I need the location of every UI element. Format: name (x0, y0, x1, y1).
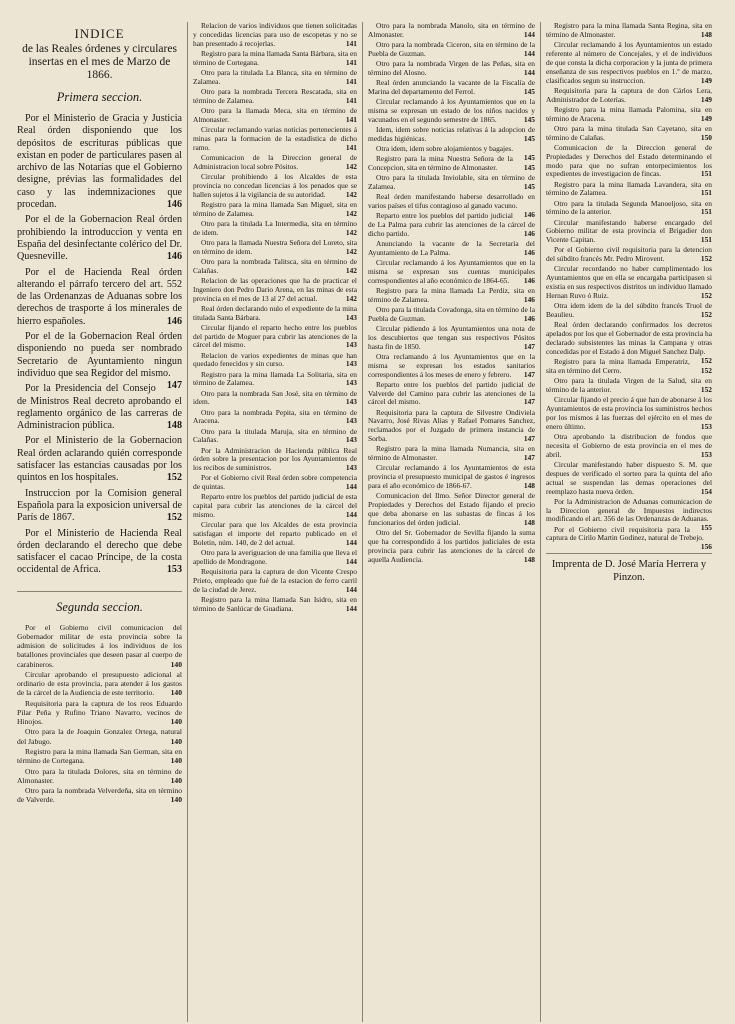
entry-page-number: 143 (345, 340, 357, 350)
entry-text: Otro para la nombrada Ciceron, sita en término de la Puebla de Guzman. (368, 40, 535, 58)
entry-page-number: 145 (523, 181, 535, 191)
entry-page-number: 141 (345, 95, 357, 105)
entry-text: Real órden anunciando la vacante de la Fiscalía de Marina del departamento del Ferrol. (368, 78, 535, 96)
index-subtitle: de las Reales órdenes y circulares insertas en el mes de Marzo de 1866. (22, 43, 177, 81)
index-entry (546, 355, 712, 376)
index-entry (17, 435, 182, 484)
entry-page-number: 146 (523, 294, 535, 304)
entry-page-number: 141 (345, 142, 357, 152)
entry-text: Comunicacion del Ilmo. Señor Director general de Propiedades y Derechos del Estado fijando el precio que deba abonarse en las subastas de fincas á los funcionarios del órden judicial. (368, 491, 535, 527)
entry-page-number: 144 (345, 604, 357, 614)
entry-page-number: 150 (700, 132, 712, 142)
index-entry (368, 325, 535, 352)
entry-text: Por la Administracion de Hacienda pública Real órden sobre la presentacion por los Ayuntamientos de los recibos de suministros. (193, 445, 357, 473)
entry-page-number: 146 (523, 247, 535, 257)
index-entry (546, 200, 712, 218)
entry-page-number: 148 (166, 420, 182, 432)
index-entry (546, 302, 712, 320)
entry-text: Otro para la titulada Dolores, sita en término de Almonaster. (17, 766, 182, 785)
entry-page-number: 151 (700, 188, 712, 198)
entry-page-number: 152 (700, 355, 712, 365)
index-entry (368, 209, 535, 239)
entry-page-number: 152 (700, 365, 712, 375)
index-entry (17, 747, 182, 765)
entry-page-number: 152 (166, 512, 182, 524)
entry-text: Instruccion por la Comision general Española para la exposicion universal de París de 1867. (17, 487, 182, 524)
index-entry (368, 22, 535, 40)
entry-text: Real órden declarando confirmados los decretos apelados por los que el Gobernador de esta provincia ha declarado subsistentes las minas la Campana y otras concedidas por el Estado á don Miguel Sanchez Dalp. (546, 320, 712, 356)
entry-page-number: 142 (345, 161, 357, 171)
entry-text: Relacion de las operaciones que ha de practicar el Ingeniero don Pedro Dario Arena, en las minas de esta provincia en el mes de 13 al 27 del actual. (193, 275, 357, 303)
entry-page-number: 142 (345, 208, 357, 218)
index-entry (17, 331, 182, 392)
entry-text: Requisitoria para la captura de don Vicente Crespo Prieto, empleado que fué de la estacion de ferro carril de la ciudad de Jerez. (193, 567, 357, 595)
index-entry (368, 41, 535, 59)
entry-text: Circular reclamando á los Ayuntamientos un estado referente al número de Concejales, y el de individuos de que consta la dicha corporacion y la junta de primera enseñanza de sus respectivos pueblos en 1.º de marzo, clasificados segun su instruccion. (546, 40, 712, 85)
entry-page-number: 144 (345, 538, 357, 548)
entry-page-number: 153 (166, 564, 182, 576)
entry-text: Otro para la titulada La Blanca, sita en término de Zalamea. (193, 67, 357, 86)
index-entry (368, 192, 535, 219)
entry-text: Circular para que los Alcaldes de esta provincia satisfagan el importe del reparto publicado en el Boletin, núm. 140, de 2 del actual. (193, 520, 357, 548)
entry-page-number: 146 (166, 199, 182, 211)
entry-page-number: 156 (700, 542, 712, 552)
index-entry (368, 152, 535, 173)
entry-text: Real órden declarando nulo el expediente de la mina titulada Santa Bárbara. (193, 303, 357, 322)
entry-page-number: 147 (523, 341, 535, 351)
entry-text: Circular reclamando á los Ayuntamientos que en la misma se expresan sus cuentas municipales correspondientes al año económico de 1864-65. (368, 257, 535, 285)
entry-text: Por el de la Gobernacion Real órden prohibiendo la introduccion y venta en España del desinfectante colérico del Dr. Quesneville. (17, 214, 182, 263)
entry-text: Registro para la mina llamada Santa Regina, sita en término de Almonaster. (546, 22, 712, 39)
entry-page-number: 149 (700, 94, 712, 104)
entry-page-number: 145 (523, 133, 535, 143)
index-entry (368, 353, 535, 380)
entry-text: Circular recordando no haber cumplimentado los Ayuntamientos que en ella se encargaba participasen si existia en sus respectivos distritos un individuo llamado Hernan Ruvo ó Ruiz. (546, 264, 712, 301)
entry-page-number: 140 (170, 717, 182, 727)
entry-text: Otro para la titulada Inviolable, sita en término de Zalamea. (368, 173, 535, 191)
entry-text: Registro para la mina llamada Santa Bárbara, sita en término de Cortegana. (193, 48, 357, 67)
entry-text: Circular manifestando haberse encargado del Gobierno militar de esta provincia el Brigadier don Vicente Capitan. (546, 217, 712, 245)
entry-text: Otro para la nombrada Talitsca, sita en término de Calañas. (193, 256, 357, 275)
index-entry (193, 50, 357, 68)
entry-page-number: 147 (523, 453, 535, 463)
entry-text: Otro para la titulada Maruja, sita en término de Calañas. (193, 426, 357, 445)
index-entry (193, 22, 357, 49)
entry-page-number: 148 (700, 29, 712, 39)
index-entry (193, 305, 357, 323)
entry-page-number: 146 (523, 228, 535, 238)
entry-page-number: 152 (700, 310, 712, 320)
entry-page-number: 147 (523, 397, 535, 407)
index-entry (368, 174, 535, 192)
section-one-list (17, 113, 182, 577)
entry-text: Otro para la nombrada Virgen de las Peñas, sita en término del Alosno. (368, 59, 535, 77)
column-4 (540, 22, 717, 1022)
entry-page-number: 148 (523, 517, 535, 527)
entry-text: Circular pidiendo á los Ayuntamientos una nota de los descubiertos que tengan sus respectivos Pósitos hasta fin de 1850. (368, 323, 535, 351)
entry-text: Circular manifestando haber dispuesto S. M. que despues de verificado el sorteo para la quinta del año actual se suspendan las demas operaciones del reemplazo hasta nueva órden. (546, 459, 712, 496)
entry-page-number: 145 (523, 152, 535, 162)
entry-text: Por el Ministerio de Gracia y Justicia Real órden disponiendo que los depósitos de escrituras públicas que existan en poder de particulares pasen al archivo de las Notarías que el Gobierno designe, prévias las formalidades del caso y las indemnizaciones que procedan. (17, 113, 182, 211)
index-entry (193, 371, 357, 389)
entry-page-number: 140 (170, 775, 182, 785)
index-entry (193, 173, 357, 200)
index-entry (193, 428, 357, 446)
entry-text: Circular reclamando varias noticias pertenecientes á minas para la formacion de la estadística de dicho ramo. (193, 124, 357, 152)
entry-text: Registro para la mina llamada Emperatriz, sita en término del Cerro. (546, 357, 690, 375)
entry-text: Comunicacion de la Direccion general de Administracion local sobre Pósitos. (193, 152, 357, 171)
index-entry (546, 106, 712, 124)
entry-text: Otra idem idem de la del súbdito francés Truol de Beaulieu. (546, 301, 712, 320)
entry-page-number: 144 (345, 510, 357, 520)
section-two-heading: Segunda seccion. (17, 591, 182, 615)
entry-page-number: 149 (700, 113, 712, 123)
index-entry (546, 265, 712, 301)
index-entry (193, 447, 357, 474)
index-entry (546, 523, 712, 552)
entry-page-number: 148 (523, 554, 535, 564)
entry-page-number: 144 (523, 29, 535, 39)
entry-text: Otro para la titulada Virgen de la Salud, sita en término de la anterior. (546, 376, 712, 394)
index-entry (193, 220, 357, 238)
entry-page-number: 143 (345, 463, 357, 473)
entry-text: Comunicacion de la Direccion general de Propiedades y Derechos del Estado determinando el modo para que no sufran entorpecimientos los expedientes de investigacion de fincas. (546, 142, 712, 179)
entry-text: Registro para la mina llamada La Perdiz, sita en término de Zalamea. (368, 285, 535, 304)
entry-page-number: 145 (523, 162, 535, 172)
entry-text: Circular fijando el precio á que han de abonarse á los Ayuntamientos de esta provincia los suministros hechos por los mismos á las fuerzas del ejército en el mes de enero último. (546, 395, 712, 431)
index-entry (17, 214, 182, 263)
index-title: INDICE (74, 26, 125, 41)
index-entry (368, 306, 535, 324)
index-entry (368, 143, 535, 162)
entry-page-number: 142 (345, 189, 357, 199)
entry-text: Otro para la titulada Covadonga, sita en término de la Puebla de Guzman. (368, 304, 535, 323)
entry-text: Otro para la nombrada San José, sita en término de idem. (193, 388, 357, 407)
entry-text: Otro para la mina titulada San Cayetano, sita en término de Calañas. (546, 123, 712, 142)
index-entry (193, 474, 357, 492)
entry-page-number: 149 (700, 75, 712, 85)
entry-text: Idem, idem sobre noticias relativas á la adopcion de medidas higiénicas. (368, 124, 535, 143)
index-entry (17, 488, 182, 525)
entry-text: Circular reclamando á los Ayuntamientos que en la misma se expresan un estado de los niños nacidos y vacunados en el segundo semestre de 1865. (368, 97, 535, 124)
entry-page-number: 143 (345, 312, 357, 322)
entry-page-number: 144 (523, 67, 535, 77)
index-entry (546, 22, 712, 40)
entry-text: Circular reclamando á los Ayuntamientos de esta provincia el presupuesto municipal de gastos é ingresos para el año económico de 1866-67. (368, 463, 535, 491)
index-entry (193, 126, 357, 153)
entry-page-number: 140 (170, 659, 182, 669)
entry-text: Reparto entre los pueblos del partido judicial de Valverde del Camino para cubrir las atenciones de la cárcel del mismo. (368, 379, 535, 407)
index-entry (368, 409, 535, 445)
entry-page-number: 144 (345, 585, 357, 595)
index-entry (368, 240, 535, 258)
entry-text: Real órden manifestando haberse desarrollado en varios países el tifus contagioso al ganado vacuno. (368, 192, 535, 210)
entry-text: Otro para la nombrada Velverdeña, sita en término de Valverde. (17, 786, 182, 805)
index-entry (193, 493, 357, 520)
entry-page-number: 141 (345, 38, 357, 48)
index-entry (546, 125, 712, 143)
entry-page-number: 146 (523, 275, 535, 285)
entry-page-number: 140 (170, 795, 182, 805)
entry-page-number: 141 (345, 114, 357, 124)
entry-page-number: 145 (523, 114, 535, 124)
entry-text: Otra reclamando á los Ayuntamientos que en la misma se expresan los estados sanitarios correspondientes á los meses de enero y febrero. (368, 351, 535, 379)
index-entry (193, 88, 357, 106)
entry-text: Reparto entre los pueblos del partido judicial de esta capital para cubrir las atenciones de la cárcel del mismo. (193, 492, 357, 520)
entry-text: Otro para la averiguacion de una familia que lleva el apellido de Mondragone. (193, 548, 357, 567)
entry-page-number: 146 (523, 313, 535, 323)
entry-page-number: 143 (345, 359, 357, 369)
index-entry (368, 126, 535, 144)
entry-text: Por el de Hacienda Real órden alterando el párrafo tercero del art. 552 de las Ordenanzas de Aduanas sobre los derechos de trasporte á los minerales de hierro españoles. (17, 266, 182, 327)
entry-text: Por el Gobierno civil Real órden sobre competencia de quintas. (193, 473, 357, 492)
index-entry (546, 433, 712, 460)
column-2 (187, 22, 362, 1022)
entry-text: Otra aprobando la distribucion de fondos que necesita el Gobierno de esta provincia en el mes de abril. (546, 431, 712, 459)
entry-page-number: 151 (700, 235, 712, 245)
index-entry (193, 107, 357, 125)
index-entry (17, 623, 182, 669)
imprint: Imprenta de D. José María Herrera y Pinzon. (546, 553, 712, 584)
index-entry (193, 352, 357, 370)
index-entry (193, 596, 357, 614)
index-entry (193, 201, 357, 219)
entry-text: Por la Presidencia del Consejo de Ministros Real decreto aprobando el reglamento orgánico de las carreras de Administracion pública. (17, 383, 182, 432)
entry-page-number: 142 (345, 293, 357, 303)
entry-text: Por el Gobierno civil requisitoria para la detencion del súbdito francés Mr. Pedro Mirovent. (546, 245, 712, 264)
entry-text: Circular fijando el reparto hecho entre los pueblos del partido de Moguer para cubrir las atenciones de la cárcel del mismo. (193, 322, 357, 350)
index-entry (17, 699, 182, 727)
index-entry (17, 670, 182, 698)
entry-text: Otro para la titulada Segunda Manoeljoso, sita en término de la anterior. (546, 198, 712, 217)
entry-page-number: 143 (345, 435, 357, 445)
column-3 (362, 22, 540, 1022)
index-entry (17, 727, 182, 745)
index-entry (193, 549, 357, 567)
entry-text: Registro para la mina llamada San Isidro, sita en término de Sanlúcar de Guadiana. (193, 595, 357, 614)
index-entry (368, 529, 535, 565)
index-entry (546, 496, 712, 533)
entry-text: Por el de la Gobernacion Real órden disponiendo no pueda ser nombrado Secretario de Ayuntamiento ningun individuo que sea Regidor del mismo. (17, 331, 182, 379)
section-one-heading: Primera seccion. (56, 90, 143, 104)
entry-page-number: 146 (523, 209, 535, 219)
index-entry (368, 60, 535, 78)
entry-text: Requisitoria para la captura de don Cárlos Lera, Administrador de Loterías. (546, 85, 712, 104)
index-entry (193, 521, 357, 548)
index-entry (546, 461, 712, 497)
entry-page-number: 144 (345, 482, 357, 492)
index-entry (193, 390, 357, 408)
entry-text: Otro del Sr. Gobernador de Sevilla fijando la suma que ha correspondido á los partidos judiciales de esta provincia para cubrir las atenciones de la cárcel de aquella Audiencia. (368, 528, 535, 564)
entry-page-number: 146 (166, 315, 182, 327)
entry-page-number: 140 (170, 736, 182, 746)
entry-text: Circular prohibiendo á los Alcaldes de esta provincia no concedan licencias á los penados que se hallen sujetos á la vigilancia de su autoridad. (193, 171, 357, 199)
entry-text: Otro para la nombrada Manolo, sita en término de Almonaster. (368, 22, 535, 39)
index-entry (368, 381, 535, 408)
entry-text: Por el Ministerio de la Gobernacion Real órden aclarando quién corresponde satisfacer las estancias causadas por los quintos en los hospitales. (17, 435, 182, 484)
index-entry (193, 568, 357, 595)
entry-page-number: 145 (523, 86, 535, 96)
entry-page-number: 147 (523, 369, 535, 379)
entry-page-number: 141 (345, 76, 357, 86)
entry-page-number: 153 (700, 421, 712, 431)
entry-text: Por la Administracion de Aduanas comunicacion de la Direccion general de Impuestos indirectos modificando el art. 356 de las Ordenanzas de Aduanas. (546, 496, 712, 524)
entry-page-number: 152 (700, 291, 712, 301)
index-entry (193, 239, 357, 257)
entry-text: Requisitoria para la captura de Silvestre Ondiviela Navarro, José Rivas Alias y Rafael Pomares Sanchez, reclamados por el Juzgado de primera instancia de Sorba. (368, 407, 535, 444)
section-two-list (17, 623, 182, 805)
index-entry (193, 324, 357, 351)
entry-page-number: 141 (345, 57, 357, 67)
entry-page-number: 142 (345, 265, 357, 275)
column-1 (12, 22, 187, 1022)
entry-text: Por el Gobierno civil requisitoria para la captura de Cirilo Martin Godinez, natural de Trebejo. (546, 524, 704, 543)
entry-page-number: 144 (345, 557, 357, 567)
entry-text: Registro para la mina llamada Numancia, sita en término de Almonaster. (368, 444, 535, 463)
entry-text: Otro para la titulada La Intermedia, sita en término de idem. (193, 218, 357, 237)
entry-text: Registro para la mina llamada La Solitaria, sita en término de Zalamea. (193, 369, 357, 388)
entry-page-number: 155 (700, 523, 712, 533)
index-entry (368, 287, 535, 305)
index-entry (17, 113, 182, 211)
index-entry (193, 409, 357, 427)
index-entry (546, 219, 712, 246)
entry-page-number: 152 (700, 384, 712, 394)
entry-text: Otro para la llamada Nuestra Señora del Loreto, sita en término de idem. (193, 237, 357, 256)
index-entry (368, 259, 535, 286)
entry-page-number: 143 (345, 397, 357, 407)
index-entry (368, 492, 535, 528)
entry-text: Relacion de varios expedientes de minas que han quedado fenecidos y sin curso. (193, 350, 357, 369)
index-entry (368, 445, 535, 463)
index-entry (546, 87, 712, 105)
index-entry (17, 528, 182, 577)
entry-page-number: 143 (345, 378, 357, 388)
index-entry (546, 246, 712, 264)
entry-text: Por el Ministerio de Hacienda Real órden declarando el derecho que debe satisfacer el cacao Príncipe, de la costa occidental de Africa. (17, 527, 182, 576)
index-entry (546, 377, 712, 395)
entry-text: Otro para la llamada Meca, sita en término de Almonaster. (193, 105, 357, 124)
entry-text: Relacion de varios individuos que tienen solicitadas y concedidas licencias para uso de escopetas y no se han presentado á recojerlas. (193, 22, 357, 48)
entry-text: Anunciando la vacante de la Secretaría del Ayuntamiento de La Palma. (368, 238, 535, 257)
index-entry (193, 258, 357, 276)
index-entry (193, 154, 357, 172)
entry-text: Registro para la mina llamada San Miguel, sita en término de Zalamea. (193, 199, 357, 218)
entry-text: Circular aprobando el presupuesto adicional al ordinario de esta provincia, para atender á los gastos de la cárcel de la Audiencia de este territorio. (17, 669, 182, 698)
entry-text: Registro para la mina llamada Lavandera, sita en término de Zalamea. (546, 179, 712, 198)
entry-text: Otro para la de Joaquin Gonzalez Ortega, natural del Jabugo. (17, 727, 182, 746)
index-entry (546, 144, 712, 180)
index-entry (17, 786, 182, 804)
entry-page-number: 151 (700, 169, 712, 179)
index-entry (368, 464, 535, 491)
index-entry (193, 69, 357, 87)
entry-page-number: 154 (700, 486, 712, 496)
entry-page-number: 146 (166, 251, 182, 263)
index-entry (368, 98, 535, 125)
column-4-list (546, 22, 712, 552)
index-entry (17, 767, 182, 785)
entry-page-number: 152 (700, 254, 712, 264)
index-entry (193, 277, 357, 304)
entry-text: Otro para la nombrada Tercera Rescatada, sita en término de Zalamea. (193, 86, 357, 105)
entry-text: Requisitoria para la captura de los reos Eduardo Pilar Peña y Rufino Triano Navarro, vecinos de Hinojos. (17, 698, 182, 727)
entry-page-number: 147 (523, 434, 535, 444)
entry-page-number: 152 (166, 472, 182, 484)
entry-page-number: 142 (345, 227, 357, 237)
entry-page-number: 151 (700, 207, 712, 217)
index-entry (546, 320, 712, 365)
entry-page-number: 140 (170, 756, 182, 766)
entry-page-number: 144 (523, 48, 535, 58)
entry-text: Registro para la mina llamada San German, sita en término de Cortegana. (17, 747, 182, 766)
entry-page-number: 153 (700, 449, 712, 459)
index-entry (368, 79, 535, 97)
entry-page-number: 143 (345, 416, 357, 426)
entry-page-number: 142 (345, 246, 357, 256)
entry-page-number: 140 (170, 688, 182, 698)
entry-text: Otra idem, idem sobre alojamientos y bagajes. (376, 143, 514, 153)
index-entry (546, 396, 712, 432)
entry-text: Registro para la mina llamada Palomina, sita en término de Aracena. (546, 104, 712, 123)
entry-text: Reparto entre los pueblos del partido judicial de La Palma para cubrir las atenciones de la cárcel de dicho partido. (368, 211, 535, 238)
index-entry (546, 181, 712, 199)
entry-text: Registro para la mina Nuestra Señora de la Concepcion, sita en término de Almonaster. (368, 154, 513, 172)
entry-text: Por el Gobierno civil comunicacion del Gobernador militar de esta provincia sobre la admision de solicitudes á los individuos de los batallones provinciales que deseen pasar al cuerpo de carabineros. (17, 622, 182, 669)
entry-page-number: 148 (523, 481, 535, 491)
index-entry (17, 267, 182, 328)
index-entry (546, 41, 712, 86)
entry-page-number: 147 (166, 380, 182, 392)
entry-text: Otro para la nombrada Pepita, sita en término de Aracena. (193, 407, 357, 426)
